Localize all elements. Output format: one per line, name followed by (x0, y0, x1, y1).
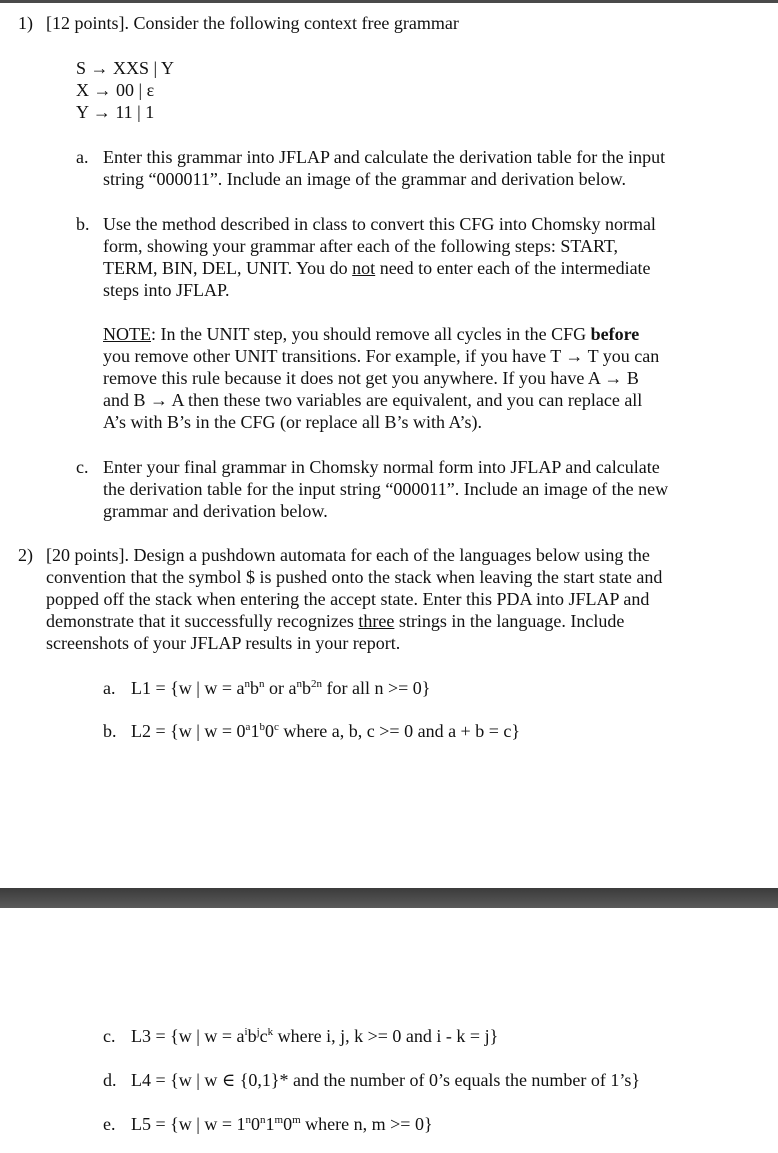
note-line4: and B → A then these two variables are equivalent, and you can replace all (103, 390, 643, 410)
q2-line4: demonstrate that it successfully recognizes three strings in the language. Include (46, 611, 625, 631)
q2-number: 2) (18, 545, 33, 565)
note-line2: you remove other UNIT transitions. For example, if you have T → T you can (103, 346, 660, 366)
language-l4: L4 = {w | w ∈ {0,1}* and the number of 0’s equals the number of 1’s} (131, 1070, 641, 1090)
q2b-label: b. (103, 721, 117, 741)
q1c-label: c. (76, 457, 89, 477)
emphasis-not: not (352, 258, 376, 278)
emphasis-before: before (590, 324, 640, 344)
q2a-label: a. (103, 678, 116, 698)
language-l1: L1 = {w | $w = a^nb^n$ or $a^nb^{2n}$ for all n >= 0} (131, 678, 431, 698)
language-l2: L2 = {w | $w = 0^a1^b0^c$ where a, b, c >= 0 and a + b = c} (131, 721, 520, 741)
q2-line5: screenshots of your JFLAP results in your report. (46, 633, 401, 653)
q1-number: 1) (18, 13, 33, 33)
q1b-line1: Use the method described in class to convert this CFG into Chomsky normal (103, 214, 656, 234)
q2-line1: [20 points]. Design a pushdown automata for each of the languages below using the (46, 545, 650, 565)
grammar-rule-s: S → XXS | Y (76, 58, 174, 78)
note-line5: A’s with B’s in the CFG (or replace all B’s with A’s). (103, 412, 482, 432)
language-l3: L3 = {w | $w = a^ib^jc^k$ where i, j, k >= 0 and i - k = j} (131, 1026, 499, 1046)
grammar-rule-y: Y → 11 | 1 (76, 102, 155, 122)
q1c-line1: Enter your final grammar in Chomsky normal form into JFLAP and calculate (103, 457, 660, 477)
note-line1: NOTE: In the UNIT step, you should remove all cycles in the CFG before (103, 324, 640, 344)
q2-line2: convention that the symbol $ is pushed onto the stack when leaving the start state and (46, 567, 663, 587)
q1b-label: b. (76, 214, 90, 234)
language-l5: L5 = {w | $w = 1^n0^n1^m0^m$ where n, m >= 0} (131, 1114, 433, 1134)
q1b-line3: TERM, BIN, DEL, UNIT. You do not need to enter each of the intermediate (103, 258, 651, 278)
q1b-line4: steps into JFLAP. (103, 280, 230, 300)
note-label: NOTE (103, 324, 151, 344)
q1c-line2: the derivation table for the input string “000011”. Include an image of the new (103, 479, 669, 499)
top-page-edge (0, 0, 778, 3)
grammar-rule-x: X → 00 | ε (76, 80, 155, 100)
page-break-divider (0, 888, 778, 908)
q1a-line1: Enter this grammar into JFLAP and calculate the derivation table for the input (103, 147, 666, 167)
q1a-line2: string “000011”. Include an image of the grammar and derivation below. (103, 169, 626, 189)
q1b-line2: form, showing your grammar after each of the following steps: START, (103, 236, 619, 256)
q2e-label: e. (103, 1114, 116, 1134)
q2d-label: d. (103, 1070, 117, 1090)
emphasis-three: three (358, 611, 395, 631)
q2c-label: c. (103, 1026, 116, 1046)
q1-header: [12 points]. Consider the following context free grammar (46, 13, 459, 33)
q2-line3: popped off the stack when entering the accept state. Enter this PDA into JFLAP and (46, 589, 650, 609)
q1c-line3: grammar and derivation below. (103, 501, 328, 521)
note-line3: remove this rule because it does not get you anywhere. If you have A → B (103, 368, 639, 388)
q1a-label: a. (76, 147, 89, 167)
